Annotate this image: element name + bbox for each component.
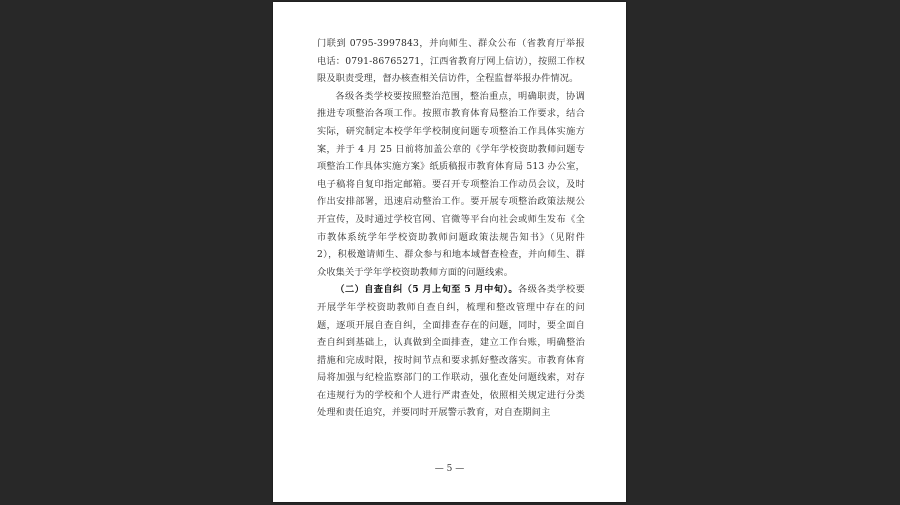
page-number: — 5 — <box>434 464 465 474</box>
paragraph-3-text: 各级各类学校要开展学年学校资助教师自查自纠，梳理和整改管理中存在的问题，逐项开展自查自纠，全面排查存在的问题，同时，要全面自查自纠到基础上，认真做到全面排查，建立工作台账，明确整治措施和完成时限，按时间节点和要求抓好整改落实。市教育体育局将加强与纪检监察部门的工作联动，强化查处问题线索，对存在违规行为的学校和个人进行严肃查处，依照相关规定进行分类处理和责任追究，并要同时开展警示教育，对自查期间主 <box>317 284 585 419</box>
paragraph-2 <box>317 88 585 282</box>
paragraph-2-text: 各级各类学校要按照整治范围，整治重点，明确职责，协调推进专项整治各项工作。按照市教育体育局整治工作要求，结合实际，研究制定本校学年学校制度问题专项整治工作具体实施方案，并于 4 月 25 日前将加盖公章的《学年学校资助教师问题专项整治工作具体实施方案》纸质稿报市教育体育局 513 办公室，电子稿将自复印指定邮箱。要召开专项整治工作动员会议，及时作出安排部署，迅速启动整治工作。要开展专项整治政策法规公开宣传，及时通过学校官网、官微等平台向社会或师生发布《全市教体系统学年学校资助教师问题政策法规告知书》（见附件 2），积极邀请师生、群众参与和地本域督查检查，并向师生、群众收集关于学年学校资助教师方面的问题线索。 <box>317 90 585 278</box>
document-page <box>273 2 626 502</box>
paragraph-3 <box>317 281 585 422</box>
page-content <box>317 35 585 422</box>
paragraph-1 <box>317 35 585 88</box>
paragraph-1-text: 门联到 0795-3997843，并向师生、群众公布（省教育厅举报电话：0791-86765271，江西省教育厅网上信访），按照工作权限及职责受理，督办核查相关信访件，全程监督举报办件情况。 <box>317 38 585 85</box>
section-heading: （二）自查自纠（5 月上旬至 5 月中旬）。 <box>335 284 519 296</box>
